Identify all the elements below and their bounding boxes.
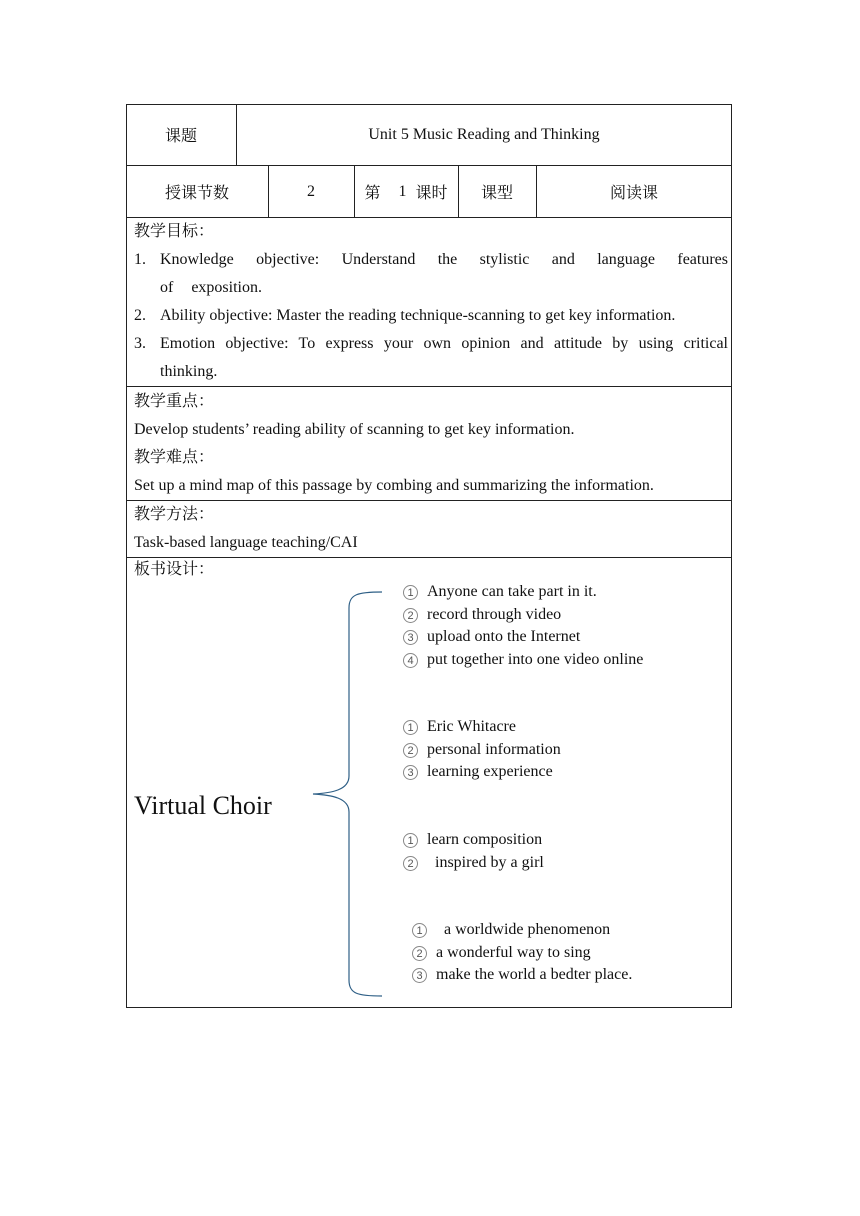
period-cell [354,165,458,218]
difficulty-text: Set up a mind map of this passage by combing and summarizing the information. [134,477,654,494]
mind-map-item [403,581,597,603]
divider [126,386,732,387]
mind-map-item-text: make the world a bedter place. [436,966,633,983]
mind-map-center: Virtual Choir [134,791,272,820]
mind-map-item-text: a worldwide phenomenon [436,921,611,938]
type-value: 阅读课 [609,185,658,202]
difficulty-heading: 教学难点： [134,449,215,466]
number-badge: 1 [403,720,418,735]
topic-value: Unit 5 Music Reading and Thinking [368,125,600,143]
divider [126,217,732,218]
topic-row [126,104,732,165]
mind-map-item-text: put together into one video online [427,651,644,668]
divider [126,500,732,501]
key-points-heading: 教学重点： [134,393,215,410]
mind-map-item [403,852,544,874]
topic-label: 课题 [164,128,197,145]
number-badge: 3 [403,765,418,780]
objectives-heading: 教学目标： [134,223,215,240]
board-design-heading: 板书设计： [134,561,215,578]
mind-map-item [412,964,632,986]
mind-map-item [403,761,553,783]
mind-map-item [403,626,580,648]
lesson-count-label: 授课节数 [164,185,229,202]
mind-map-item-text: Eric Whitacre [427,718,516,735]
methods-text: Task-based language teaching/CAI [134,534,358,551]
number-badge: 1 [403,585,418,600]
mind-map-item [412,942,591,964]
number-badge: 2 [412,946,427,961]
number-badge: 2 [403,743,418,758]
mind-map-item [403,604,561,626]
divider [126,557,732,558]
mind-map-item [412,919,610,941]
lesson-count-value: 2 [307,182,315,200]
objective-text: Emotion objective: To express your own opinion and attitude by using critical thinking. [160,335,728,380]
objective-item [134,246,728,302]
mind-map-item-text: learn composition [427,831,543,848]
curly-brace [306,588,396,1000]
methods-heading: 教学方法： [134,506,215,523]
mind-map-item-text: Anyone can take part in it. [427,583,597,600]
mind-map-item [403,716,516,738]
mind-map-item-text: inspired by a girl [427,854,544,871]
objective-item [134,330,728,386]
number-badge: 1 [403,833,418,848]
objective-text: Ability objective: Master the reading technique-scanning to get key information. [160,307,676,324]
key-points-text: Develop students’ reading ability of scanning to get key information. [134,421,575,438]
objective-number: 2. [134,307,146,324]
period-prefix: 第 [364,185,381,202]
mind-map-item [403,649,643,671]
number-badge: 4 [403,653,418,668]
mind-map-item [403,739,561,761]
objective-item [134,302,728,330]
number-badge: 2 [403,856,418,871]
mind-map-item [403,829,542,851]
period-suffix: 课时 [415,185,448,202]
type-label: 课型 [480,185,513,202]
period-number: 1 [398,182,407,200]
mind-map-item-text: personal information [427,741,561,758]
number-badge: 3 [412,968,427,983]
objective-text: Knowledge objective: Understand the stylistic and language features of exposition. [160,251,728,296]
objective-number: 3. [134,335,146,352]
number-badge: 1 [412,923,427,938]
mind-map-item-text: learning experience [427,763,553,780]
mind-map-item-text: a wonderful way to sing [436,944,591,961]
lesson-info-row [126,165,732,218]
mind-map-item-text: record through video [427,606,562,623]
number-badge: 3 [403,630,418,645]
objective-number: 1. [134,251,146,268]
mind-map-item-text: upload onto the Internet [427,628,581,645]
number-badge: 2 [403,608,418,623]
